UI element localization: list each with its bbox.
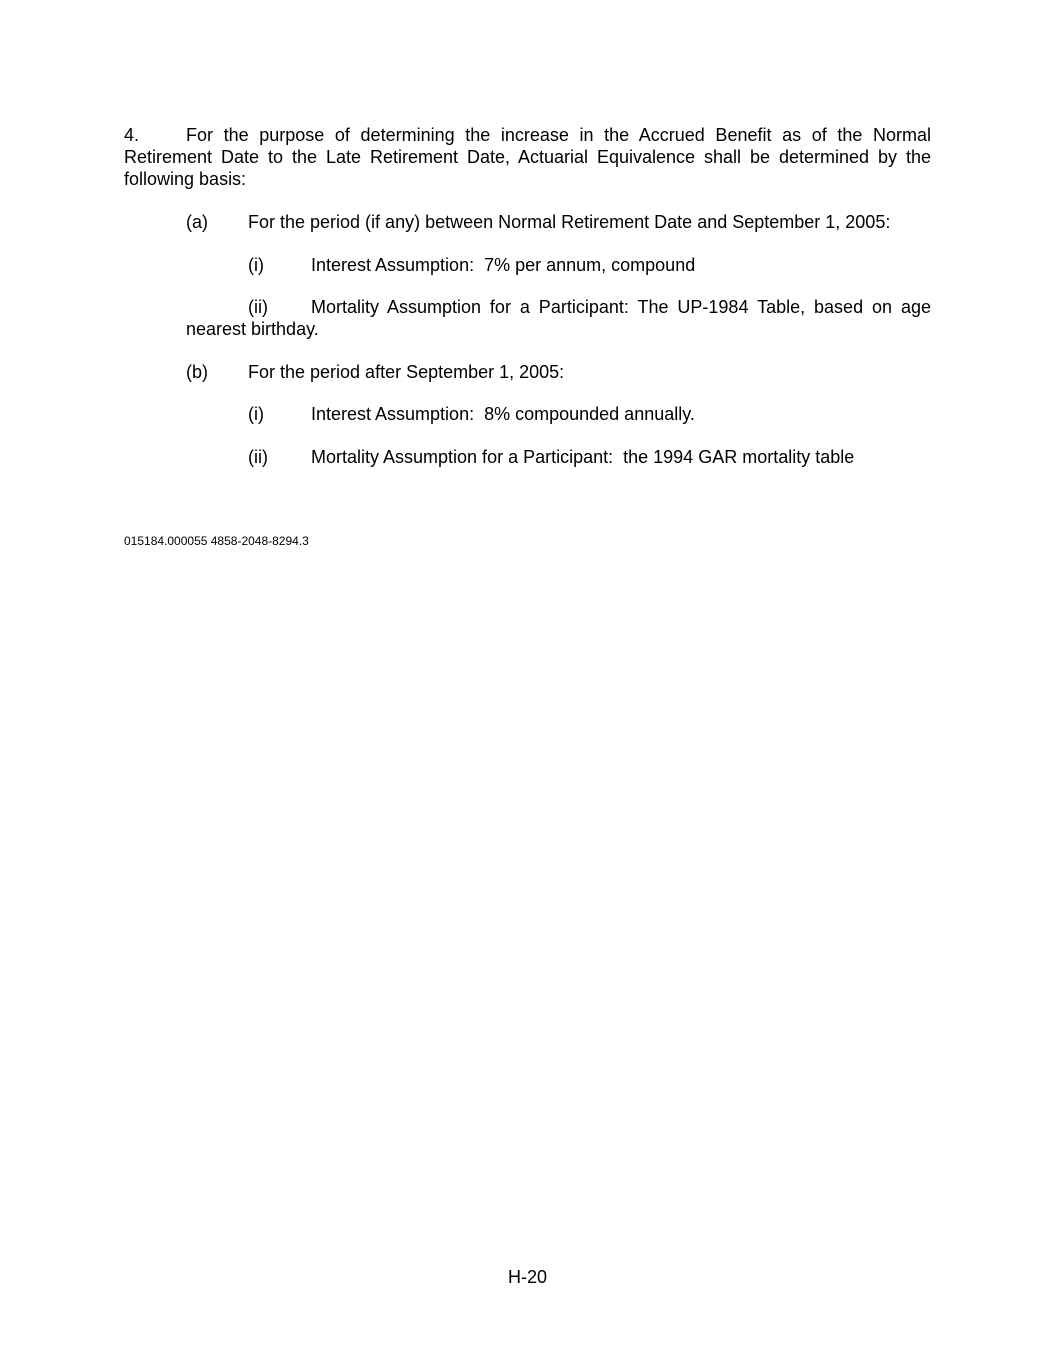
clause-b-ii-marker: (ii) xyxy=(248,447,268,467)
clause-a-ii xyxy=(186,296,931,340)
clause-b-i-marker: (i) xyxy=(248,404,264,424)
clause-a-i xyxy=(248,254,695,276)
clause-b-marker: (b) xyxy=(186,362,208,382)
section-4-paragraph xyxy=(124,124,931,190)
clause-a-ii-text: Mortality Assumption for a Participant: The UP-1984 Table, based on age nearest birthday. xyxy=(186,297,931,339)
page-number: H-20 xyxy=(507,1267,547,1287)
clause-a-i-marker: (i) xyxy=(248,255,264,275)
clause-b-i xyxy=(248,403,695,425)
clause-a xyxy=(186,211,890,233)
clause-b xyxy=(186,361,564,383)
document-id: 015184.000055 4858-2048-8294.3 xyxy=(124,534,309,548)
clause-b-i-text: Interest Assumption: 8% compounded annually. xyxy=(311,404,695,424)
clause-a-marker: (a) xyxy=(186,212,208,232)
clause-a-ii-marker: (ii) xyxy=(248,297,268,317)
section-text: For the purpose of determining the increase in the Accrued Benefit as of the Normal Retirement Date to the Late Retirement Date, Actuarial Equivalence shall be determined by the following basis: xyxy=(124,125,931,189)
clause-b-ii-text: Mortality Assumption for a Participant: the 1994 GAR mortality table xyxy=(311,447,855,467)
clause-b-ii xyxy=(248,446,854,468)
clause-a-text: For the period (if any) between Normal Retirement Date and September 1, 2005: xyxy=(248,212,891,232)
section-number: 4. xyxy=(124,125,140,145)
clause-a-i-text: Interest Assumption: 7% per annum, compound xyxy=(311,255,696,275)
clause-b-text: For the period after September 1, 2005: xyxy=(248,362,565,382)
